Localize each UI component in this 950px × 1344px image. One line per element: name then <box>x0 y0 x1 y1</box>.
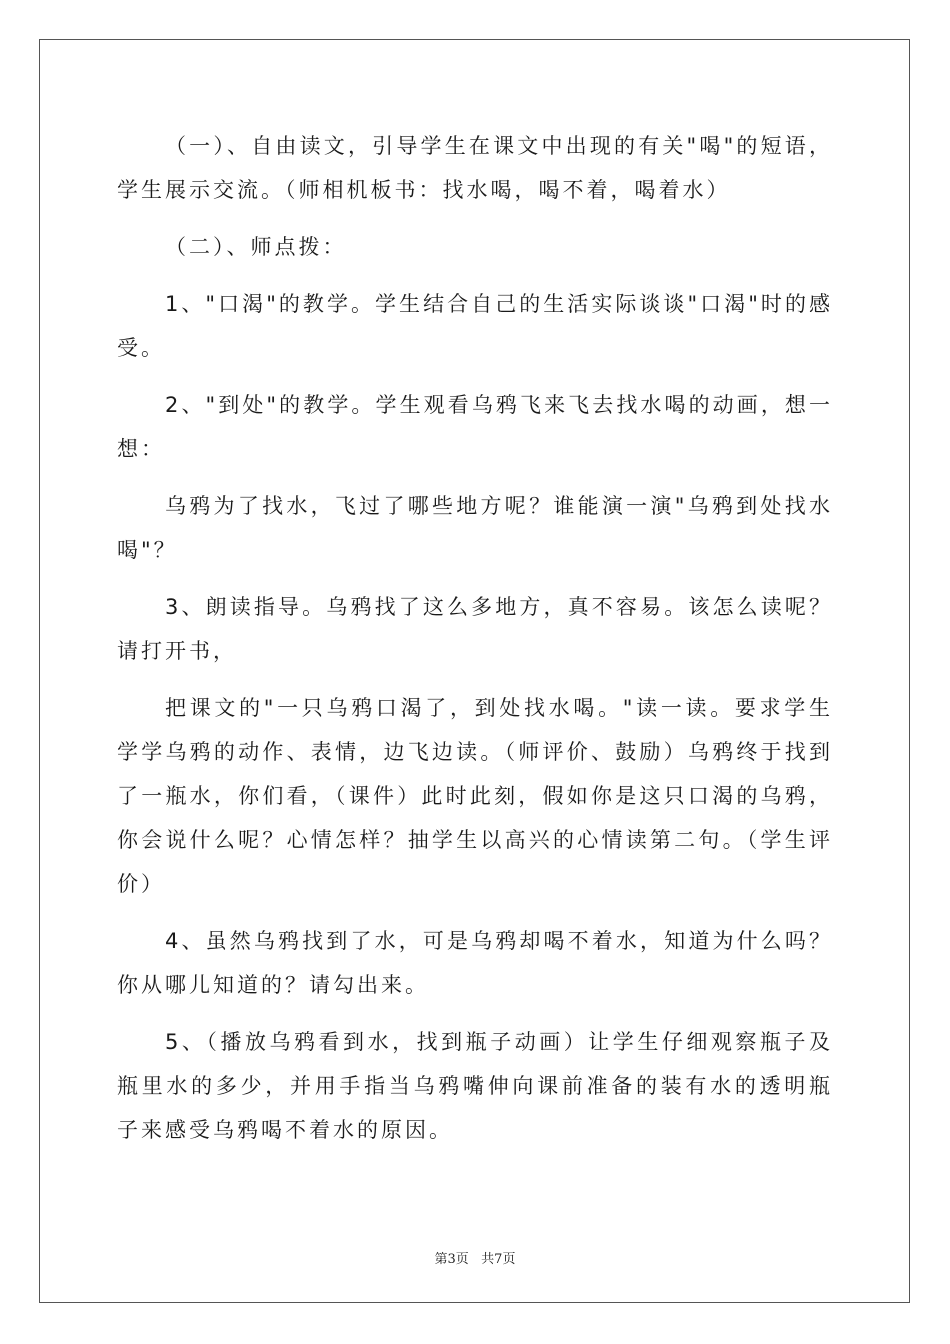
paragraph-3: 1、"口渴"的教学。学生结合自己的生活实际谈谈"口渴"时的感受。 <box>117 292 833 360</box>
paragraph-7: 把课文的"一只乌鸦口渴了，到处找水喝。"读一读。要求学生学学乌鸦的动作、表情，边飞边读。（师评价、鼓励）乌鸦终于找到了一瓶水，你们看，（课件）此时此刻，假如你是这只口渴的乌鸦，你会说什么呢？心情怎样？抽学生以高兴的心情读第二句。（学生评价） <box>117 696 833 896</box>
paragraph-6: 3、朗读指导。乌鸦找了这么多地方，真不容易。该怎么读呢？请打开书， <box>117 595 833 663</box>
page-number-footer: 第3页 共7页 <box>434 1252 516 1267</box>
paragraph-5: 乌鸦为了找水，飞过了哪些地方呢？谁能演一演"乌鸦到处找水喝"？ <box>117 494 833 562</box>
paragraph-2: （二）、师点拨： <box>165 235 347 259</box>
paragraph-4: 2、"到处"的教学。学生观看乌鸦飞来飞去找水喝的动画，想一想： <box>117 393 833 461</box>
paragraph-9: 5、（播放乌鸦看到水，找到瓶子动画）让学生仔细观察瓶子及瓶里水的多少，并用手指当乌鸦嘴伸向课前准备的装有水的透明瓶子来感受乌鸦喝不着水的原因。 <box>117 1030 833 1142</box>
paragraph-8: 4、虽然乌鸦找到了水，可是乌鸦却喝不着水，知道为什么吗？你从哪儿知道的？请勾出来。 <box>117 929 833 997</box>
paragraph-1: （一）、自由读文，引导学生在课文中出现的有关"喝"的短语，学生展示交流。（师相机板书：找水喝，喝不着，喝着水） <box>117 134 833 202</box>
document-body <box>117 124 833 1165</box>
